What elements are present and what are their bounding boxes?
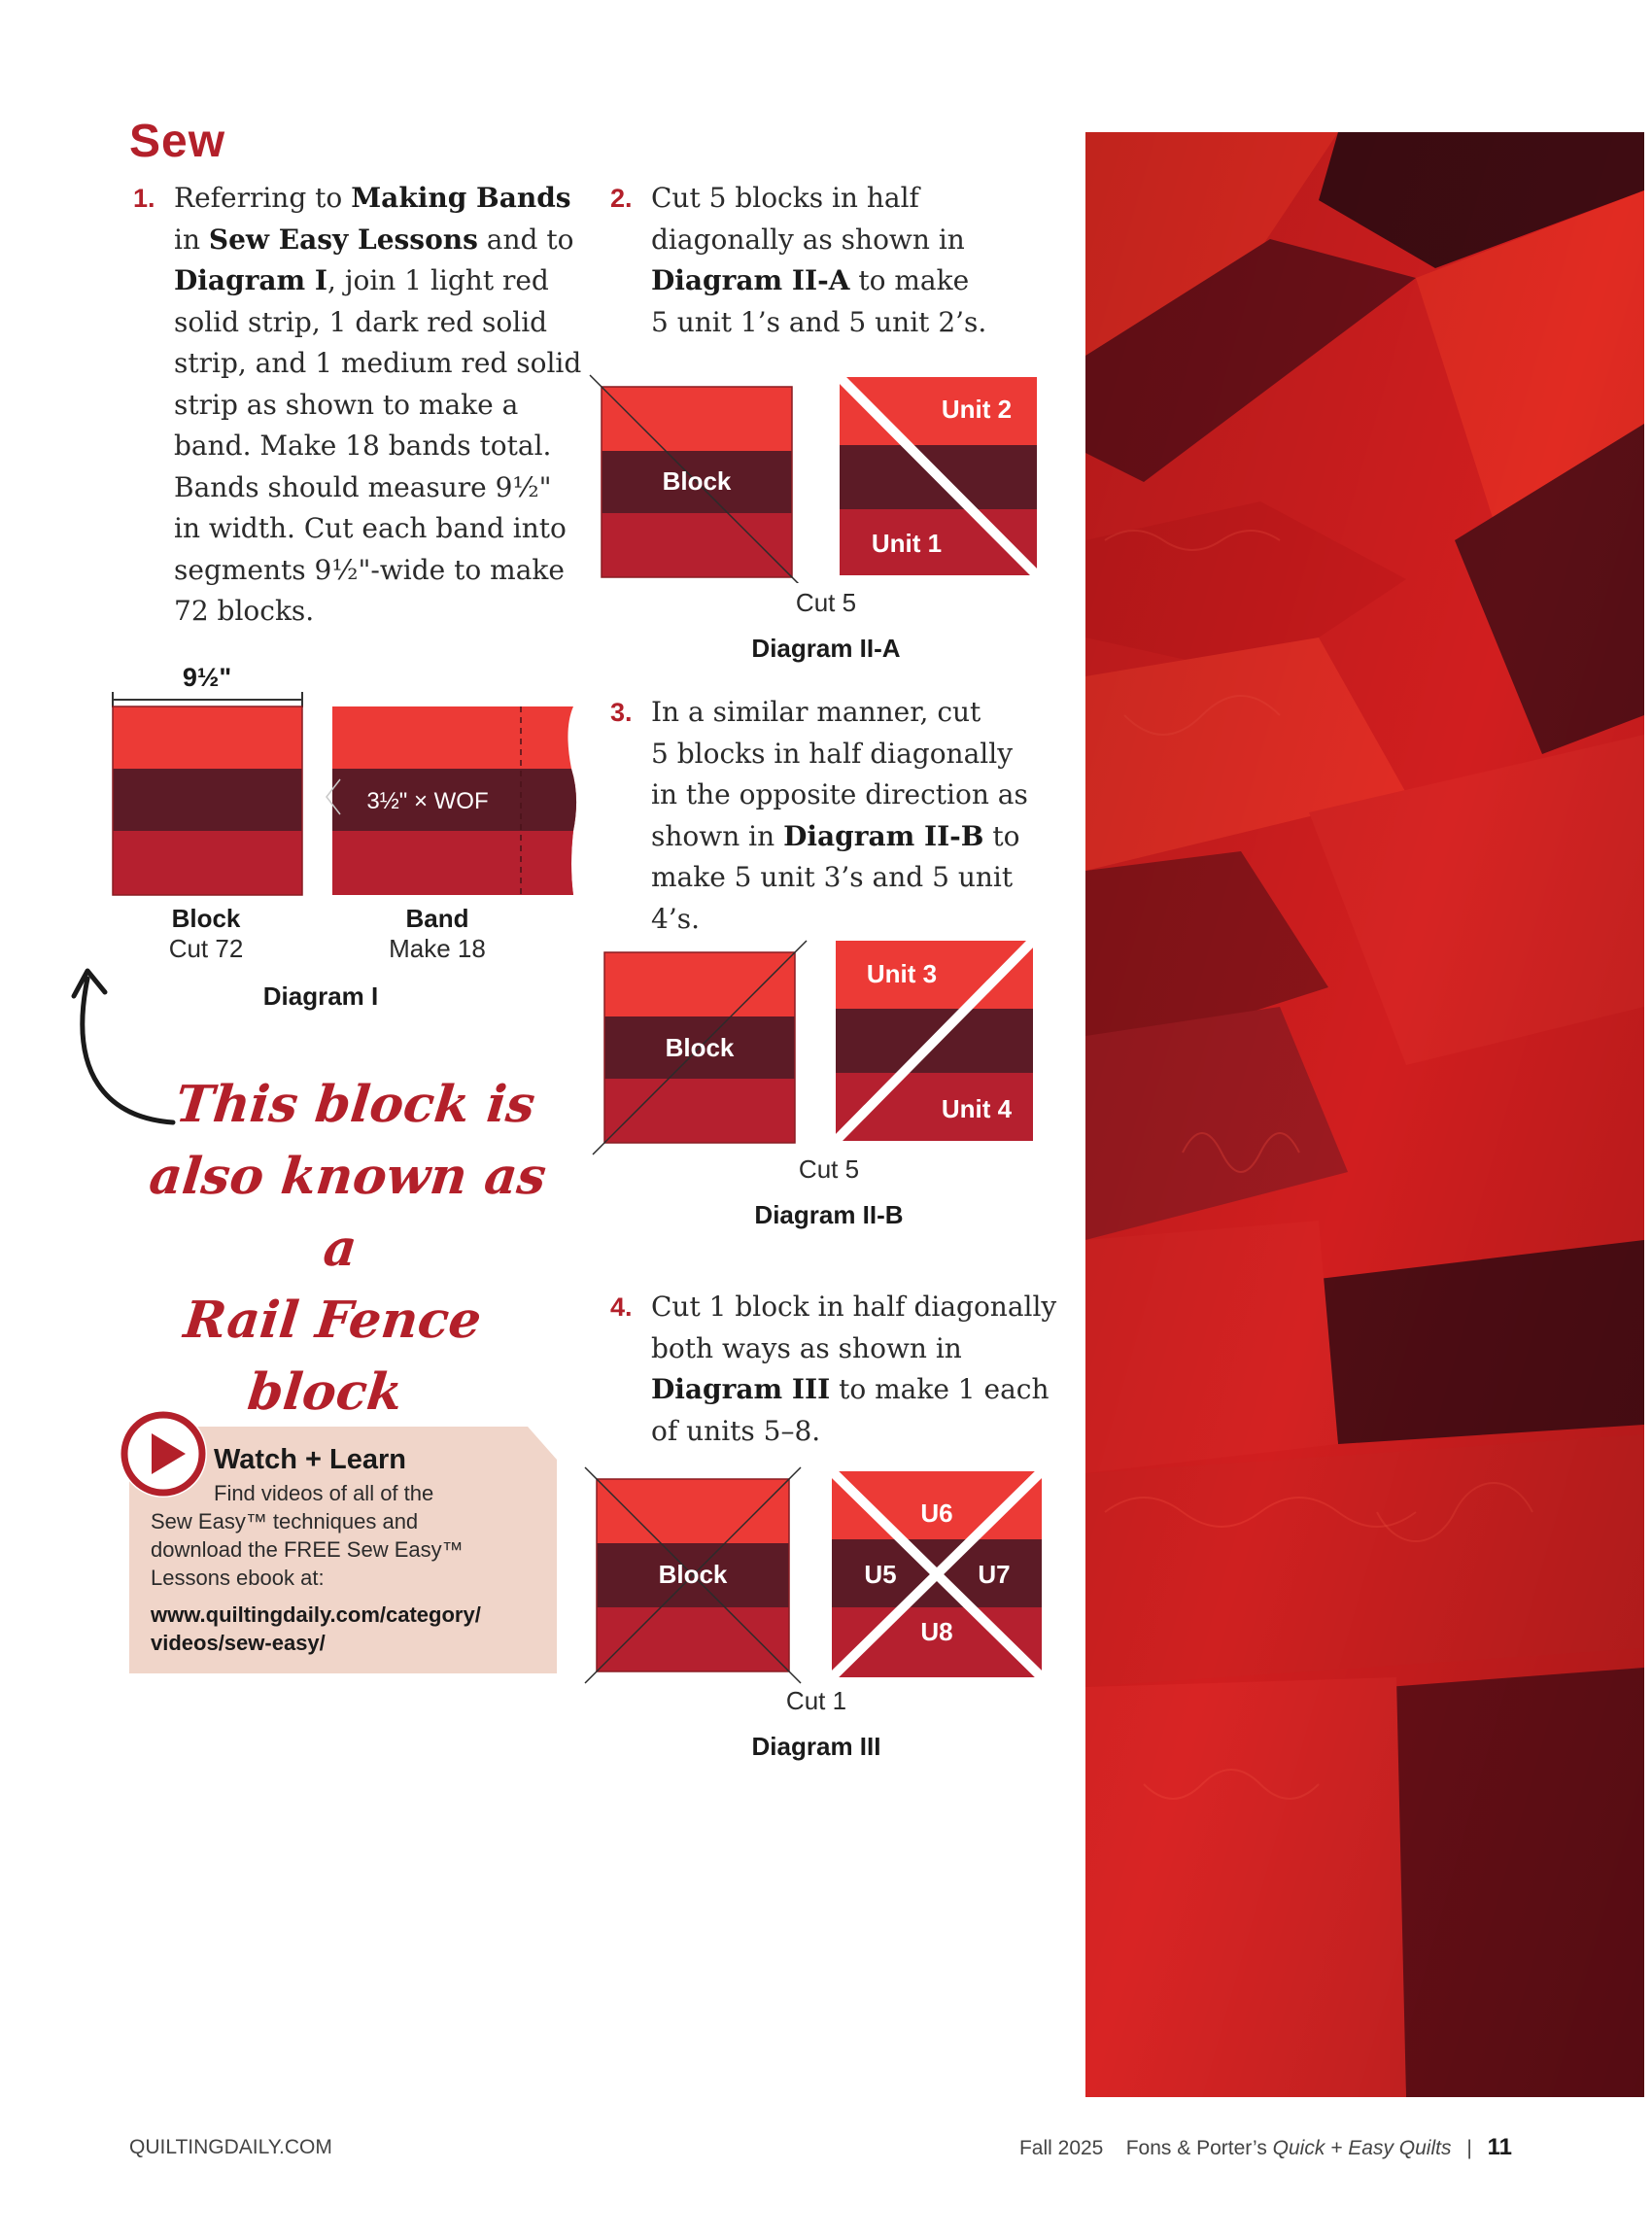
- text: 5 blocks in half diagonally: [651, 737, 1014, 770]
- unit-4-label: Unit 4: [941, 1094, 1013, 1123]
- unit-3-label: Unit 3: [866, 959, 938, 988]
- u6-label: U6: [920, 1498, 953, 1528]
- footer-site: QUILTINGDAILY.COM: [129, 2136, 332, 2158]
- text: 72 blocks.: [174, 595, 315, 627]
- text: In a similar manner, cut: [651, 696, 981, 728]
- emphasis: Diagram II-A: [651, 264, 850, 296]
- body-line: Sew Easy™ techniques and: [151, 1509, 419, 1533]
- step-4: [610, 1287, 1057, 1462]
- diagram-iia-title: Diagram II-A: [751, 634, 901, 663]
- caption-count: Cut 1: [785, 1686, 847, 1715]
- text: Referring to: [174, 182, 352, 214]
- link-line[interactable]: www.quiltingdaily.com/category/: [151, 1602, 481, 1627]
- text: Cut 1 block in half diagonally: [651, 1291, 1057, 1323]
- quilt-photo: [1085, 132, 1644, 2097]
- emphasis: Diagram III: [651, 1373, 831, 1405]
- caption-count: Make 18: [389, 934, 486, 963]
- text: 5 unit 1’s and 5 unit 2’s.: [651, 305, 987, 338]
- unit-1-label: Unit 1: [871, 529, 943, 558]
- quarter-units-illustration: [832, 1471, 1042, 1677]
- text: in: [174, 223, 209, 256]
- callout-line: This block is: [172, 1075, 538, 1134]
- step-text: [174, 178, 581, 633]
- block-label: Block: [658, 1560, 728, 1589]
- u8-label: U8: [920, 1617, 953, 1646]
- text: both ways as shown in: [651, 1331, 962, 1364]
- step-number: 3.: [610, 698, 633, 727]
- text: Bands should measure 9½": [174, 470, 552, 503]
- caption-label: Band: [405, 904, 469, 933]
- u7-label: U7: [978, 1560, 1011, 1589]
- block-illustration: [113, 706, 302, 895]
- text: diagonally as shown in: [651, 223, 965, 256]
- body-line: Lessons ebook at:: [151, 1566, 325, 1590]
- block-illustration: [593, 941, 807, 1154]
- diagram-iib-title: Diagram II-B: [754, 1200, 904, 1229]
- watch-learn-body: [151, 1479, 539, 1592]
- text: segments 9½"-wide to make: [174, 553, 565, 586]
- text: shown in: [651, 819, 784, 852]
- caption-label: Block: [171, 904, 241, 933]
- diagram-i-graphic: [107, 651, 593, 904]
- footer-season: Fall 2025: [1018, 2137, 1104, 2159]
- step-1: [133, 178, 590, 644]
- diagram-iia-graphic: [588, 369, 1054, 583]
- text: and to: [477, 223, 574, 256]
- diagram-iii-graphic: [583, 1465, 1054, 1689]
- footer-magazine: Fons & Porter’s: [1125, 2137, 1273, 2159]
- step-number: 4.: [610, 1292, 633, 1322]
- text: band. Make 18 bands total.: [174, 430, 552, 462]
- callout-line: also known as a: [146, 1147, 549, 1278]
- split-units-illustration: [836, 941, 1033, 1141]
- text: to: [983, 819, 1020, 852]
- block-label: Block: [662, 466, 732, 496]
- unit-2-label: Unit 2: [941, 395, 1013, 424]
- diagram-i-band-caption: [369, 904, 505, 964]
- step-3: [610, 692, 1057, 935]
- diagram-iia-cut: [768, 588, 884, 618]
- u5-label: U5: [864, 1560, 897, 1589]
- step-text: [651, 1287, 1056, 1452]
- step-text: [651, 178, 986, 343]
- link-line[interactable]: videos/sew-easy/: [151, 1631, 326, 1655]
- text: strip as shown to make a: [174, 388, 519, 421]
- text: to make: [849, 264, 970, 296]
- footer-publication: [1019, 2134, 1512, 2161]
- measure-label: 9½": [182, 663, 232, 692]
- block-illustration: [585, 1467, 801, 1683]
- rail-fence-callout: [118, 1069, 564, 1429]
- step-text: [651, 692, 1057, 940]
- emphasis: Diagram I: [174, 264, 328, 296]
- block-illustration: [590, 375, 806, 583]
- body-line: download the FREE Sew Easy™: [151, 1537, 464, 1562]
- caption-count: Cut 5: [798, 1154, 860, 1184]
- emphasis: Sew Easy Lessons: [208, 223, 478, 256]
- text: in width. Cut each band into: [174, 512, 567, 544]
- text: solid strip, 1 dark red solid: [174, 305, 548, 338]
- emphasis: Making Bands: [351, 182, 571, 214]
- watch-learn-title: Watch + Learn: [214, 1444, 406, 1475]
- body-line: Find videos of all of the: [214, 1481, 434, 1505]
- step-number: 1.: [133, 184, 155, 213]
- text: , join 1 light red: [327, 264, 549, 296]
- diagram-iib-graphic: [588, 933, 1054, 1156]
- diagram-i-title: Diagram I: [262, 982, 379, 1011]
- text: in the opposite direction as: [651, 778, 1028, 810]
- split-units-illustration: [840, 377, 1037, 575]
- text: to make 1 each: [830, 1373, 1050, 1405]
- text: strip, and 1 medium red solid: [174, 347, 582, 379]
- diagram-iii-title: Diagram III: [751, 1732, 881, 1761]
- section-heading: Sew: [129, 116, 226, 167]
- caption-count: Cut 5: [795, 588, 857, 617]
- text: Cut 5 blocks in half: [651, 182, 919, 214]
- emphasis: Diagram II-B: [783, 819, 984, 852]
- strip-size-label: 3½" × WOF: [366, 788, 489, 814]
- text: of units 5–8.: [651, 1414, 821, 1447]
- footer-magazine-title: Quick + Easy Quilts: [1272, 2137, 1452, 2159]
- diagram-iib-cut: [771, 1154, 887, 1185]
- footer-separator: |: [1466, 2137, 1472, 2159]
- diagram-i-block-caption: [148, 904, 264, 964]
- page-number: 11: [1487, 2134, 1512, 2160]
- callout-line: Rail Fence block: [181, 1291, 485, 1422]
- block-label: Block: [665, 1033, 735, 1062]
- step-2: [610, 178, 1057, 353]
- watch-learn-link[interactable]: [151, 1601, 539, 1657]
- band-illustration: [327, 706, 576, 895]
- step-number: 2.: [610, 184, 633, 213]
- caption-count: Cut 72: [168, 934, 244, 963]
- text: make 5 unit 3’s and 5 unit 4’s.: [651, 861, 1014, 935]
- diagram-iii-cut: [758, 1686, 875, 1716]
